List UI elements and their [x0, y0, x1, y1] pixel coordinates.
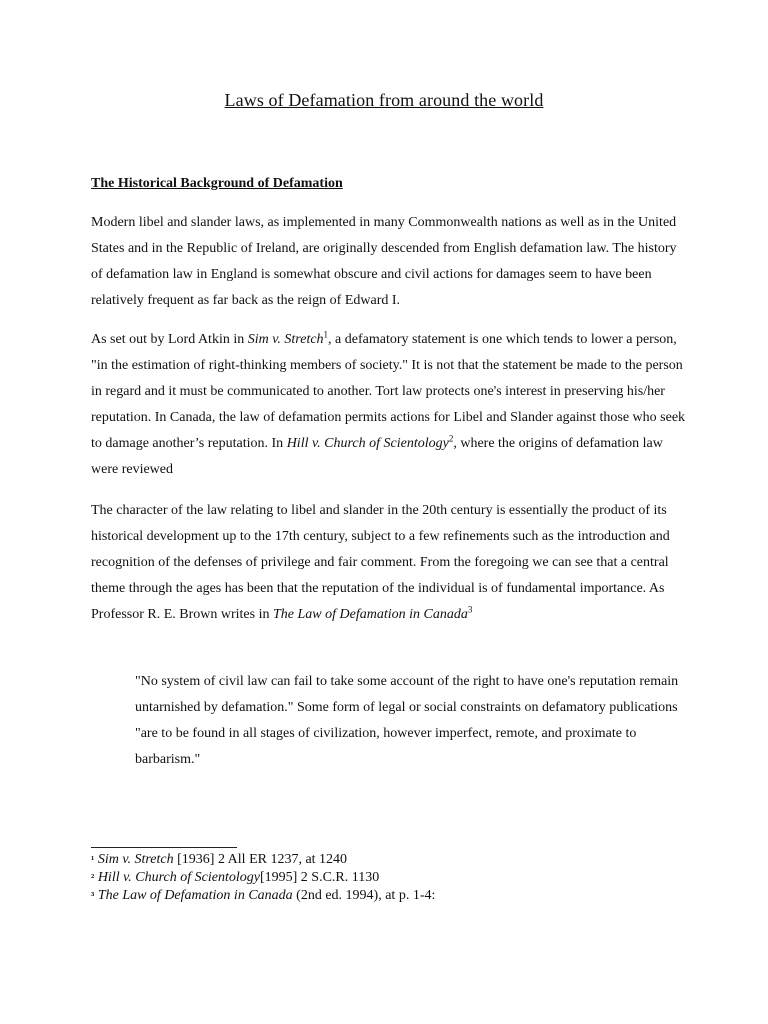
- footnote-number: ³: [91, 890, 95, 902]
- footnote-number: ¹: [91, 854, 95, 866]
- footnote-citation: (2nd ed. 1994), at p. 1-4:: [292, 888, 436, 903]
- block-quote: "No system of civil law can fail to take some account of the right to have one's reputation remain untarnished by defamation." Some form of legal or social constraints on defamatory publications "are to be found in all stages of civilization, however imperfect, remote, and proximate to barbarism.": [135, 674, 679, 767]
- footnote-citation: [1936] 2 All ER 1237, at 1240: [173, 852, 348, 867]
- footnote-separator: [91, 847, 237, 848]
- section-heading: The Historical Background of Defamation: [91, 176, 343, 191]
- paragraph-text: , a defamatory statement is one which tends to lower a person, "in the estimation of right-thinking members of society." It is not that the statement be made to the person in regard and it must be communicated to another. Tort law protects one's interest in preserving his/her reputation. In Canada, the law of defamation permits actions for Libel and Slander against those who seek to damage another’s reputation. In: [91, 332, 686, 451]
- footnote-ref-3[interactable]: 3: [467, 604, 473, 615]
- book-title-law-of-defamation: The Law of Defamation in Canada: [273, 607, 468, 622]
- footnote-ref-1[interactable]: 1: [323, 329, 329, 340]
- document-title: Laws of Defamation from around the world: [224, 90, 544, 110]
- footnotes: [91, 851, 711, 905]
- paragraph-modern-libel: Modern libel and slander laws, as implemented in many Commonwealth nations as well as in the United States and in the Republic of Ireland, are originally descended from English defamation law. The history of defamation law in England is somewhat obscure and civil actions for damages seem to have been relatively frequent as far back as the reign of Edward I.: [91, 215, 677, 308]
- footnote-number: ²: [91, 872, 95, 884]
- paragraph-historical-character: [91, 498, 691, 628]
- footnote-3: [91, 887, 711, 905]
- footnote-book-title: The Law of Defamation in Canada: [97, 888, 293, 903]
- paragraph-text: As set out by Lord Atkin in: [91, 332, 248, 347]
- paragraph-lord-atkin: [91, 327, 691, 483]
- case-citation-sim-v-stretch: Sim v. Stretch: [247, 332, 324, 347]
- footnote-case-name: Sim v. Stretch: [97, 852, 174, 867]
- paragraph-text: The character of the law relating to libel and slander in the 20th century is essentially the product of its historical development up to the 17th century, subject to a few refinements such as the introduction and recognition of the defenses of privilege and fair comment. From the foregoing we can see that a central theme through the ages has been that the reputation of the individual is of fundamental importance. As Professor R. E. Brown writes in: [91, 503, 670, 622]
- footnote-case-name: Hill v. Church of Scientology: [97, 870, 260, 885]
- case-citation-hill-v-church: Hill v. Church of Scientology: [286, 436, 449, 451]
- footnote-ref-2[interactable]: 2: [448, 433, 454, 444]
- footnote-1: [91, 851, 711, 869]
- footnote-2: [91, 869, 711, 887]
- footnote-citation: [1995] 2 S.C.R. 1130: [259, 870, 380, 885]
- paragraph-text: , where the origins of defamation law were reviewed: [91, 436, 663, 477]
